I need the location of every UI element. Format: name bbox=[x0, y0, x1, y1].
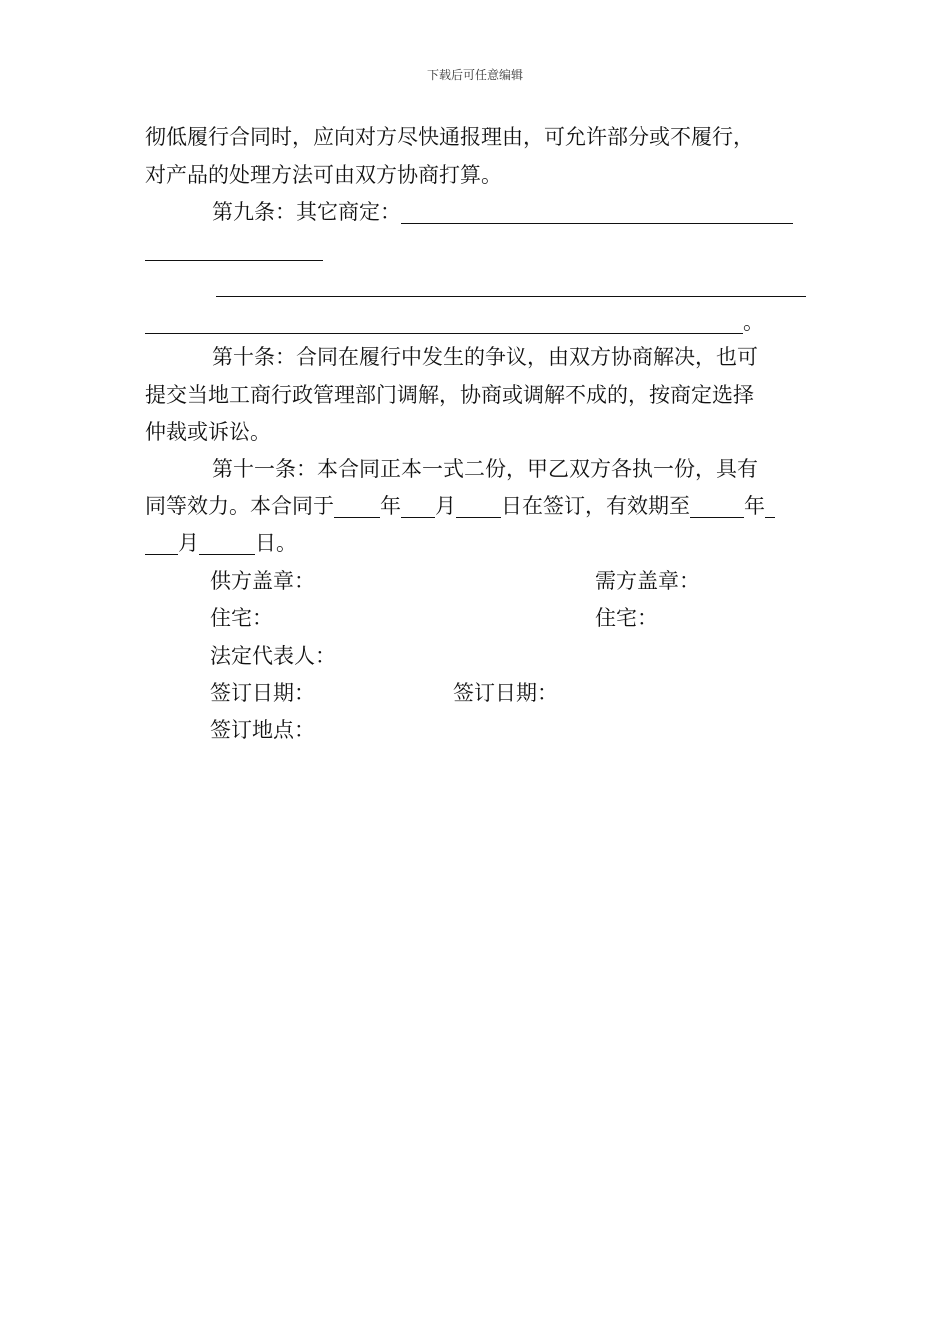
text-span: 年 bbox=[744, 494, 765, 518]
sign-date-left: 签订日期： bbox=[210, 681, 315, 705]
blank-line bbox=[216, 276, 806, 297]
text-span: 月 bbox=[178, 531, 199, 555]
blank-month bbox=[145, 534, 178, 555]
article-10-line: 提交当地工商行政管理部门调解，协商或调解不成的，按商定选择 bbox=[145, 383, 754, 407]
blank-month bbox=[401, 497, 435, 518]
supplier-seal: 供方盖章： bbox=[210, 569, 315, 593]
text-span: 月 bbox=[435, 494, 456, 518]
blank-day bbox=[199, 534, 255, 555]
blank-year bbox=[690, 497, 744, 518]
text-span: 日在签订，有效期至 bbox=[501, 494, 690, 518]
article-10-line: 仲裁或诉讼。 bbox=[145, 420, 271, 444]
period: 。 bbox=[743, 310, 764, 334]
address-left: 住宅： bbox=[210, 606, 273, 630]
sign-place: 签订地点： bbox=[210, 718, 315, 742]
sign-date-right: 签订日期： bbox=[453, 681, 558, 705]
paragraph-line: 对产品的处理方法可由双方协商打算。 bbox=[145, 163, 502, 187]
article-11-line-end bbox=[145, 531, 297, 555]
text-span: 日。 bbox=[255, 531, 297, 555]
blank-day bbox=[456, 497, 501, 518]
article-11-line: 第十一条：本合同正本一式二份，甲乙双方各执一份，具有 bbox=[212, 457, 758, 481]
article-9-blank-row bbox=[216, 273, 806, 297]
blank-line bbox=[145, 313, 743, 334]
article-11-line-dates bbox=[145, 494, 775, 518]
text-span: 年 bbox=[380, 494, 401, 518]
blank-year bbox=[334, 497, 380, 518]
article-10-line: 第十条：合同在履行中发生的争议，由双方协商解决，也可 bbox=[212, 345, 758, 369]
article-9 bbox=[212, 200, 793, 224]
address-right: 住宅： bbox=[595, 606, 658, 630]
buyer-seal: 需方盖章： bbox=[595, 569, 700, 593]
blank-line bbox=[401, 203, 793, 224]
blank-line bbox=[145, 240, 323, 261]
article-9-continuation bbox=[145, 237, 323, 261]
page-header: 下载后可任意编辑 bbox=[426, 68, 523, 82]
article-9-label: 第九条：其它商定： bbox=[212, 200, 401, 224]
legal-representative: 法定代表人： bbox=[210, 644, 336, 668]
paragraph-line: 彻低履行合同时，应向对方尽快通报理由，可允许部分或不履行， bbox=[145, 125, 754, 149]
text-span: 同等效力。本合同于 bbox=[145, 494, 334, 518]
blank-month bbox=[765, 497, 775, 518]
article-9-blank-row-end bbox=[145, 310, 764, 334]
